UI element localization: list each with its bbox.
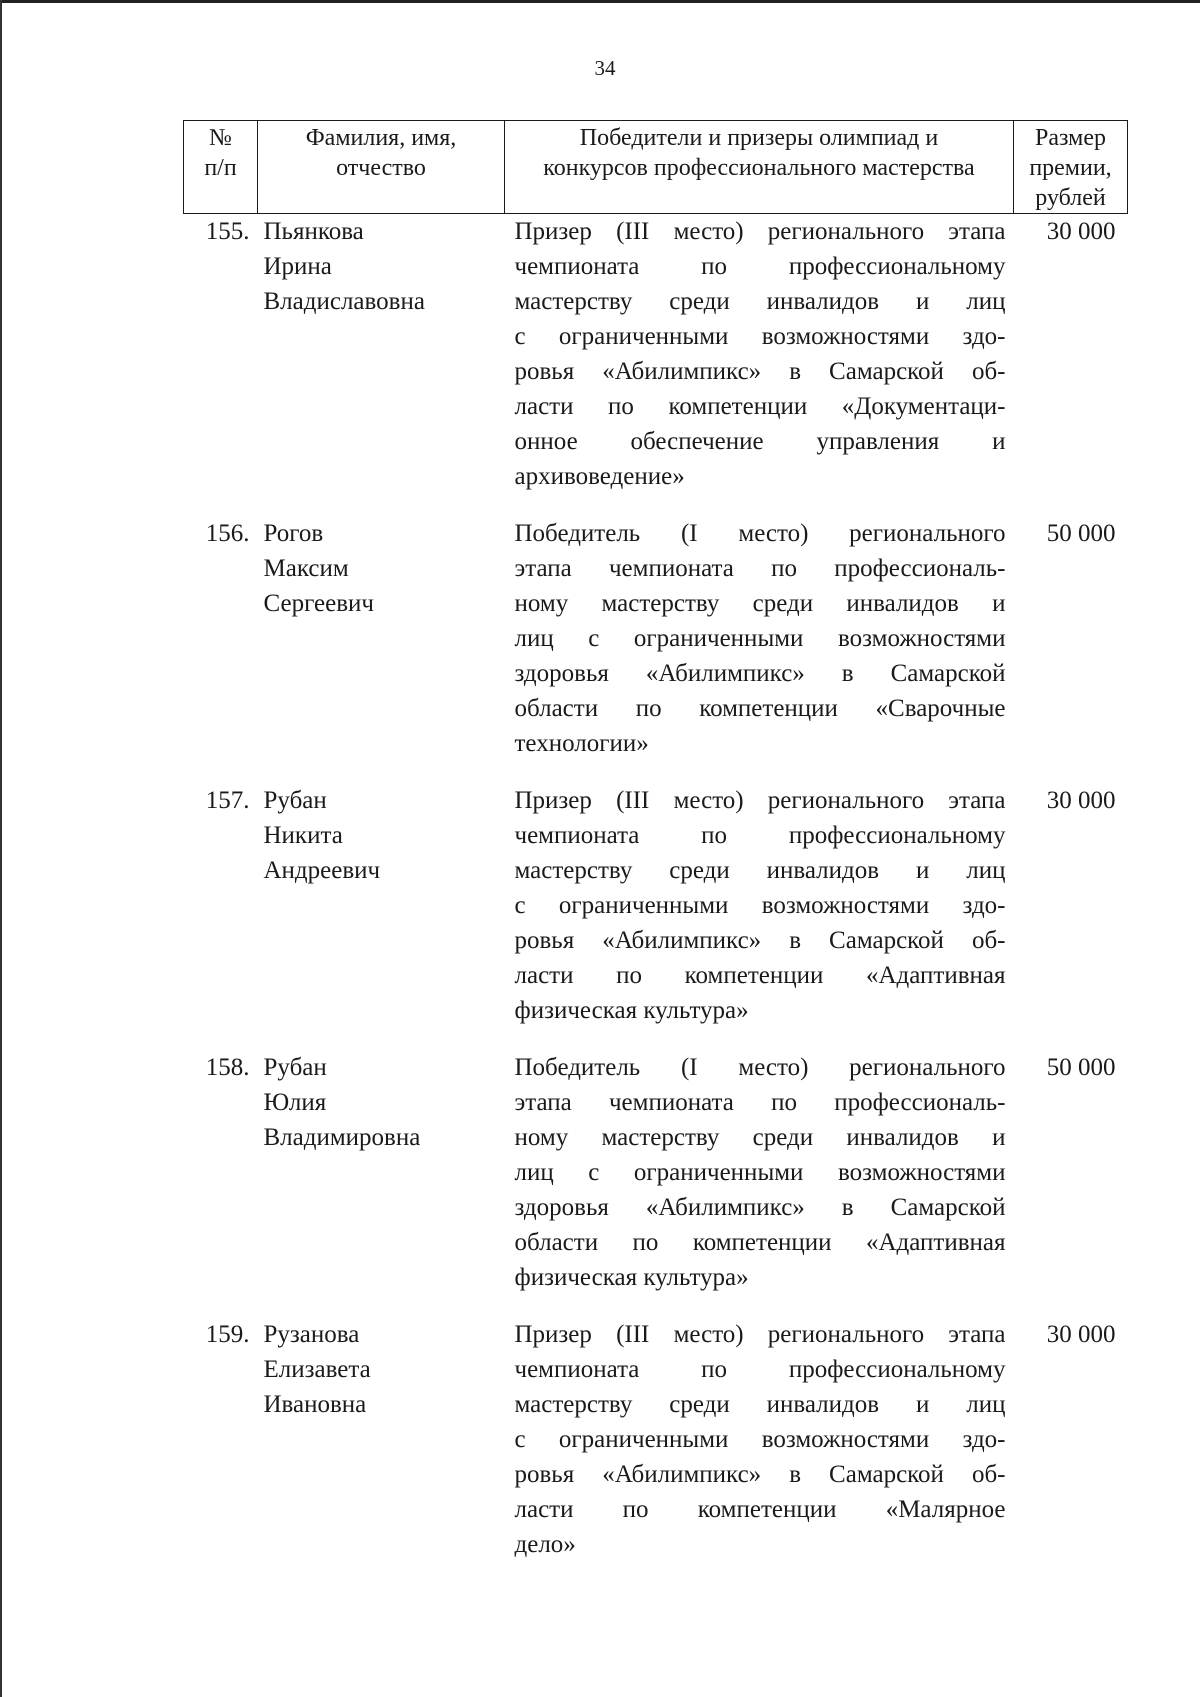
row-number: 156. [205, 520, 250, 547]
prize-amount: 30 000 [1046, 787, 1116, 814]
name-part: Елизавета [263, 1356, 371, 1383]
description-line: с ограниченными возможностями здо- [514, 1426, 1006, 1453]
description-line: ласти по компетенции «Малярное [514, 1496, 1006, 1523]
description-line: ласти по компетенции «Документаци- [514, 393, 1006, 420]
prize-amount: 50 000 [1046, 1054, 1116, 1081]
table-row [184, 516, 1128, 761]
description-line: Победитель (I место) регионального [514, 520, 1006, 547]
description-line: с ограниченными возможностями здо- [514, 323, 1006, 350]
name-part: Рогов [263, 520, 324, 547]
description-line: области по компетенции «Адаптивная [514, 1229, 1006, 1256]
description-line: архивоведение» [514, 463, 685, 490]
name-part: Максим [263, 555, 349, 582]
table-row [184, 1050, 1128, 1295]
header-number [184, 121, 258, 214]
description-line: ровья «Абилимпикс» в Самарской об- [514, 358, 1006, 385]
header-name [258, 121, 505, 214]
row-spacer [184, 761, 1128, 783]
scan-edge-top [0, 0, 1200, 3]
description-line: ровья «Абилимпикс» в Самарской об- [514, 1461, 1006, 1488]
prize-amount: 30 000 [1046, 218, 1116, 245]
name-part: Рузанова [263, 1321, 360, 1348]
description-line: Призер (III место) регионального этапа [514, 787, 1006, 814]
name-part: Юлия [263, 1089, 327, 1116]
recipient-name [258, 1317, 505, 1562]
recipient-name [258, 516, 505, 761]
row-number: 155. [205, 218, 250, 245]
header-prize-line: премии, [1029, 155, 1112, 181]
name-part: Рубан [263, 1054, 327, 1081]
table-row [184, 214, 1128, 495]
name-part: Ирина [263, 253, 332, 280]
description-line: чемпионата по профессиональному [514, 1356, 1006, 1383]
description-line: мастерству среди инвалидов и лиц [514, 1391, 1006, 1418]
description-line: ному мастерству среди инвалидов и [514, 1124, 1006, 1151]
description-line: лиц с ограниченными возможностями [514, 1159, 1006, 1186]
name-part: Никита [263, 822, 343, 849]
name-part: Андреевич [263, 857, 381, 884]
description-line: этапа чемпионата по профессиональ- [514, 555, 1006, 582]
table-row [184, 783, 1128, 1028]
header-name-line: отчество [336, 155, 426, 181]
table-header [184, 121, 1128, 214]
header-number-line: № [209, 125, 232, 151]
recipient-name [258, 214, 505, 495]
row-spacer [184, 494, 1128, 516]
header-name-line: Фамилия, имя, [305, 125, 457, 151]
header-prize [1014, 121, 1128, 214]
description-line: ному мастерству среди инвалидов и [514, 590, 1006, 617]
description-line: чемпионата по профессиональному [514, 822, 1006, 849]
prize-amount: 30 000 [1046, 1321, 1116, 1348]
name-part: Рубан [263, 787, 327, 814]
header-prize-line: Размер [1035, 125, 1106, 151]
description-line: чемпионата по профессиональному [514, 253, 1006, 280]
name-part: Пьянкова [263, 218, 364, 245]
description-line: ровья «Абилимпикс» в Самарской об- [514, 927, 1006, 954]
description-line: Призер (III место) регионального этапа [514, 218, 1006, 245]
table-body [184, 214, 1128, 1563]
page-number: 34 [594, 56, 616, 80]
recipient-name [258, 1050, 505, 1295]
row-number: 158. [205, 1054, 250, 1081]
description-line: области по компетенции «Сварочные [514, 695, 1006, 722]
table-row [184, 1317, 1128, 1562]
recipient-name [258, 783, 505, 1028]
row-spacer [184, 1028, 1128, 1050]
description-line: физическая культура» [514, 1264, 749, 1291]
name-part: Владимировна [263, 1124, 421, 1151]
award-description [505, 1317, 1014, 1562]
description-line: Призер (III место) регионального этапа [514, 1321, 1006, 1348]
description-line: технологии» [514, 730, 649, 757]
award-description [505, 783, 1014, 1028]
prize-amount: 50 000 [1046, 520, 1116, 547]
description-line: онное обеспечение управления и [514, 428, 1006, 455]
row-number: 159. [205, 1321, 250, 1348]
row-spacer [184, 1295, 1128, 1317]
description-line: ласти по компетенции «Адаптивная [514, 962, 1006, 989]
award-description [505, 214, 1014, 495]
header-description [505, 121, 1014, 214]
header-description-line: конкурсов профессионального мастерства [543, 155, 975, 181]
row-number: 157. [205, 787, 250, 814]
description-line: с ограниченными возможностями здо- [514, 892, 1006, 919]
name-part: Ивановна [263, 1391, 367, 1418]
description-line: здоровья «Абилимпикс» в Самарской [514, 660, 1006, 687]
description-line: мастерству среди инвалидов и лиц [514, 857, 1006, 884]
description-line: дело» [514, 1531, 576, 1558]
description-line: лиц с ограниченными возможностями [514, 625, 1006, 652]
description-line: Победитель (I место) регионального [514, 1054, 1006, 1081]
description-line: здоровья «Абилимпикс» в Самарской [514, 1194, 1006, 1221]
description-line: этапа чемпионата по профессиональ- [514, 1089, 1006, 1116]
description-line: физическая культура» [514, 997, 749, 1024]
name-part: Сергеевич [263, 590, 374, 617]
scan-edge-left [0, 0, 2, 1697]
award-description [505, 1050, 1014, 1295]
header-prize-line: рублей [1035, 185, 1106, 211]
header-number-line: п/п [204, 155, 237, 181]
header-description-line: Победители и призеры олимпиад и [579, 125, 939, 151]
name-part: Владиславовна [263, 288, 425, 315]
description-line: мастерству среди инвалидов и лиц [514, 288, 1006, 315]
awards-table [183, 120, 1128, 1562]
award-description [505, 516, 1014, 761]
